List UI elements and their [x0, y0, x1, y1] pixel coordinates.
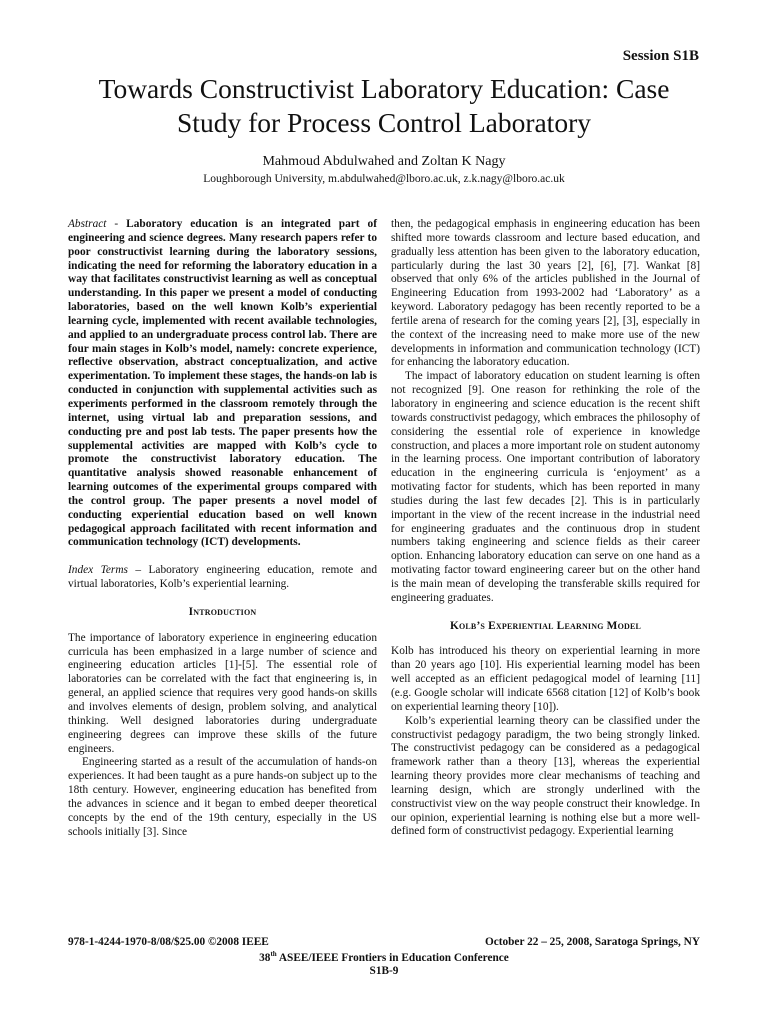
- index-terms-lead: Index Terms: [68, 564, 128, 577]
- section-heading-introduction: Introduction: [188, 605, 257, 618]
- introduction-paragraph-2: Engineering started as a result of the accumulation of hands-on experiences. It had been taught as a pure hands-on subject up to the 18th century. However, engineering education has benefited from the advances in science and it began to embed deeper theoretical concepts by the end of the 19th century, especially in the US schools initially [3]. Since: [68, 756, 377, 838]
- conference-ordinal-suffix: th: [270, 950, 277, 958]
- conference-number: 38: [259, 951, 271, 964]
- conference-name: ASEE/IEEE Frontiers in Education Conference: [276, 951, 509, 964]
- index-terms-text: – Laboratory engineering education, remote and virtual laboratories, Kolb’s experiential learning.: [68, 564, 377, 591]
- paper-title: [40, 72, 728, 140]
- left-column: [68, 218, 377, 839]
- page-footer: [68, 936, 700, 977]
- abstract-lead: Abstract -: [68, 218, 119, 230]
- introduction-paragraph-1: The importance of laboratory experience in engineering education curricula has been emphasized in a large number of science and engineering education articles [1]-[5]. The essential role of laboratories can be correlated with the fact that engineering is, in general, an applied science that requires very good hands-on skills and involves elements of design, problem solving, and analytical thinking. Well designed laboratories during undergraduate engineering degrees can improve these skills of the future engineers.: [68, 631, 377, 755]
- right-column: [391, 218, 700, 839]
- page-number: S1B-9: [369, 964, 399, 977]
- affiliation: Loughborough University, m.abdulwahed@lboro.ac.uk, z.k.nagy@lboro.ac.uk: [203, 173, 565, 185]
- kolb-paragraph-1: Kolb has introduced his theory on experiential learning in more than 20 years ago [10]. His experiential learning model has been well accepted as an efficient pedagogical model of learning [11] (e.g. Google scholar will indicate 6568 citation [12] of Kolb’s book on experiential learning theory [10]).: [391, 645, 700, 713]
- authors: Mahmoud Abdulwahed and Zoltan K Nagy: [262, 154, 506, 169]
- laboratory-impact-paragraph: The impact of laboratory education on student learning is often not recognized [9]. One reason for rethinking the role of the laboratory in engineering and science education is the recent shift towards constructivist pedagogy, which embraces the philosophy of considering the essential role of experience in knowledge construction, and places a more important role on student autonomy in the learning process. One important contribution of laboratory education in the engineering curricula is ‘enjoyment’ as a motivating factor for students, which has been reported in many studies during the last few decades [2]. This is in particularly important in the view of the recent increase in the industrial need for engineering graduates and the continuous drop in student numbers taking engineering and science fields as their career option. Enhancing laboratory education can serve on one hand as a motivating factor toward engineering career but on the other hand is the main mean of developing the transferable skills required for engineering graduates.: [391, 370, 700, 604]
- title-line-1: Towards Constructivist Laboratory Education: Case: [98, 73, 670, 104]
- section-heading-kolb: Kolb’s Experiential Learning Model: [449, 619, 642, 632]
- kolb-paragraph-2: Kolb’s experiential learning theory can be classified under the constructivist pedagogy paradigm, the two being strongly linked. The constructivist pedagogy can be considered as a pedagogical framework rather than a theory [13], whereas the experiential learning theory provides more clear mechanisms of teaching and learning design, which are strongly underlined with the constructivist view on the way people construct their knowledge. In our opinion, experiential learning is nothing else but a more well-defined form of constructivist pedagogy. Experiential learning: [391, 714, 700, 838]
- abstract-text: Laboratory education is an integrated part of engineering and science degrees. Many research papers refer to poor constructivist learning during the laboratory sessions, indicating the need for reforming the laboratory education in a way that facilitates constructivist learning as well as conceptual understanding. In this paper we present a model of conducting laboratories, based on the well known Kolb’s experiential learning cycle, implemented with recent available technologies, and applied to an undergraduate process control lab. There are four main stages in Kolb’s model, namely: concrete experience, reflective observation, abstract conceptualization, and active experimentation. To implement these stages, the hands-on lab is conducted in conjunction with supplemental activities such as experiments performed in the classroom remotely through the internet, using virtual lab and preparation sessions, and conducting pre and post lab tests. The paper presents how the supplemental activities are mapped with Kolb’s cycle to promote the constructivist laboratory education. The quantitative analysis showed reasonable enhancement of learning outcomes of the experimental groups compared with the control group. The paper presents a novel model of conducting experiential education based on well known pedagogical approach facilitated with recent information and communication technology (ICT) developments.: [68, 218, 377, 549]
- footer-date: October 22 – 25, 2008, Saratoga Springs, NY: [484, 936, 700, 948]
- title-line-2: Study for Process Control Laboratory: [177, 107, 591, 138]
- abstract: [68, 218, 377, 550]
- footer-isbn: 978-1-4244-1970-8/08/$25.00 ©2008 IEEE: [68, 936, 269, 948]
- footer-conference: [68, 950, 700, 964]
- continued-paragraph: then, the pedagogical emphasis in engineering education has been shifted more towards classroom and lecture based education, and gradually less attention has been given to the laboratory education, particularly during the last 30 years [2], [6], [7]. Wankat [8] observed that only 6% of the articles published in the Journal of Engineering Education from 1993-2002 had ‘Laboratory’ as a keyword. Laboratory pedagogy has been recently reported to be a fertile arena of research for the coming years [2], [3], especially in the context of the increasing need to make more use of the new developments in information and communication technology (ICT) for enhancing the laboratory education.: [391, 218, 700, 369]
- session-label: Session S1B: [622, 48, 699, 64]
- index-terms: [68, 564, 377, 592]
